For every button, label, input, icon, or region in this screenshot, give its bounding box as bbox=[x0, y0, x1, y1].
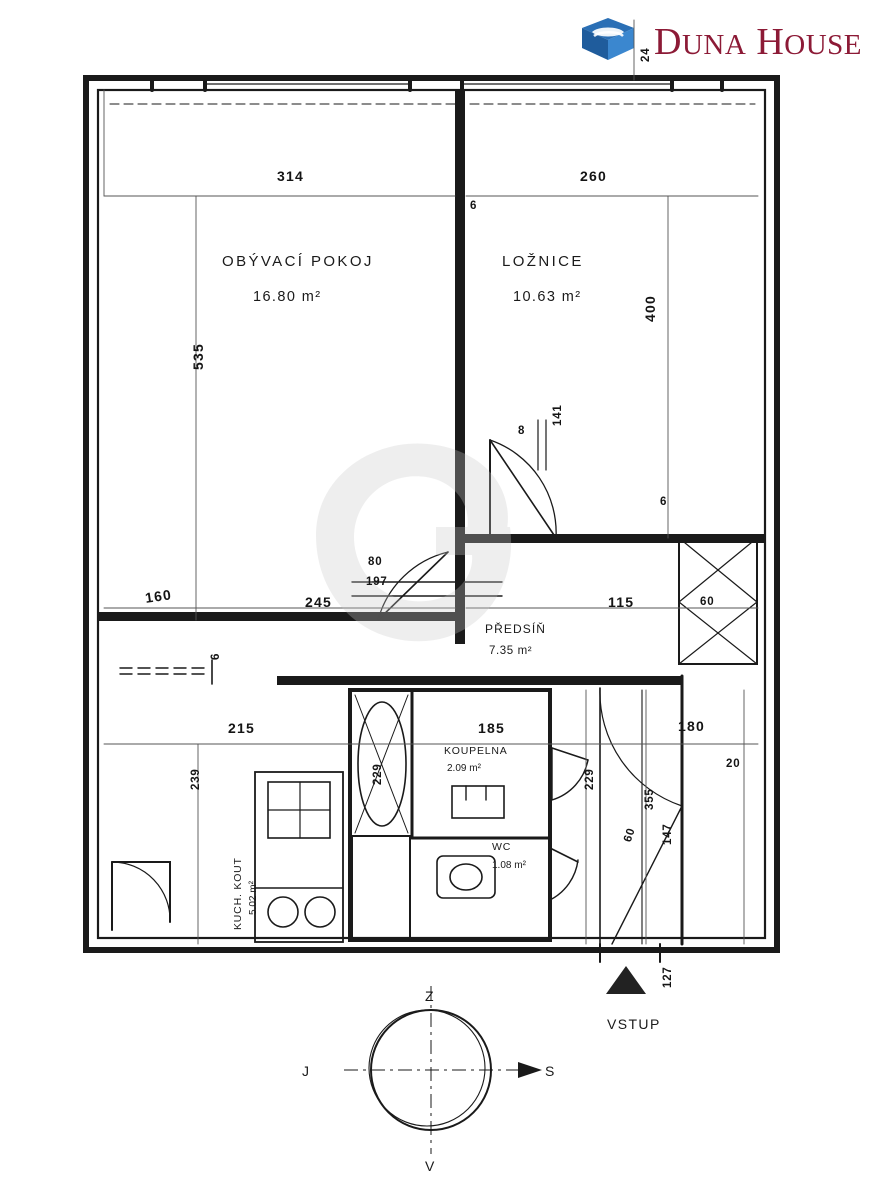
compass-label-south: V bbox=[425, 1158, 436, 1174]
dimension-160: 160 bbox=[144, 586, 173, 606]
brand-name-ouse: OUSE bbox=[784, 29, 862, 61]
room-label-hall: PŘEDSÍŇ bbox=[485, 622, 547, 636]
dimension-260: 260 bbox=[580, 168, 607, 184]
dimension-60-diagonal: 60 bbox=[622, 826, 638, 844]
dimension-239: 239 bbox=[190, 768, 202, 790]
entry-label: VSTUP bbox=[607, 1016, 661, 1032]
dimension-60: 60 bbox=[700, 596, 715, 608]
dimension-80: 80 bbox=[368, 556, 383, 568]
dimension-8: 8 bbox=[518, 425, 526, 437]
dimension-535: 535 bbox=[190, 343, 206, 370]
room-label-bathroom: KOUPELNA bbox=[444, 745, 508, 757]
brand-name-una: UNA bbox=[681, 29, 747, 61]
dimension-229-right: 229 bbox=[584, 768, 596, 790]
dimension-6-right: 6 bbox=[660, 496, 668, 508]
room-label-living: OBÝVACÍ POKOJ bbox=[222, 253, 374, 270]
dimension-147: 147 bbox=[662, 823, 674, 845]
dimension-400: 400 bbox=[642, 295, 658, 322]
dimension-141: 141 bbox=[552, 404, 564, 426]
compass-rose bbox=[296, 980, 566, 1170]
room-area-bathroom: 2.09 m² bbox=[447, 763, 481, 774]
compass-label-west: J bbox=[302, 1063, 310, 1079]
dimension-314: 314 bbox=[277, 168, 304, 184]
dimension-24-top: 24 bbox=[640, 47, 652, 62]
room-label-wc: WC bbox=[492, 841, 512, 853]
compass-label-north: Z bbox=[425, 988, 435, 1004]
dimension-355: 355 bbox=[644, 788, 656, 810]
compass-label-east: S bbox=[545, 1063, 556, 1079]
room-area-bedroom: 10.63 m² bbox=[513, 289, 582, 305]
dimension-197: 197 bbox=[366, 576, 388, 588]
room-area-wc: 1.08 m² bbox=[492, 860, 526, 871]
brand-name-h: H bbox=[756, 21, 785, 63]
room-label-bedroom: LOŽNICE bbox=[502, 253, 584, 270]
dimension-6-left: 6 bbox=[210, 652, 222, 660]
dimension-245: 245 bbox=[305, 594, 332, 610]
entry-arrow-icon bbox=[604, 962, 648, 996]
dimension-229-left: 229 bbox=[372, 763, 384, 785]
dimension-185: 185 bbox=[478, 720, 505, 736]
dimension-215: 215 bbox=[228, 720, 255, 736]
dimension-127: 127 bbox=[662, 966, 674, 988]
brand-name-d: D bbox=[654, 21, 682, 63]
dimension-6-top: 6 bbox=[470, 200, 478, 212]
room-area-hall: 7.35 m² bbox=[489, 645, 533, 657]
dimension-180: 180 bbox=[678, 718, 705, 734]
dimension-115: 115 bbox=[608, 594, 635, 610]
room-area-living: 16.80 m² bbox=[253, 289, 322, 305]
room-area-kitchen: 5.02 m² bbox=[248, 881, 259, 915]
room-label-kitchen: KUCH. KOUT bbox=[232, 857, 244, 930]
dimension-20: 20 bbox=[726, 758, 741, 770]
